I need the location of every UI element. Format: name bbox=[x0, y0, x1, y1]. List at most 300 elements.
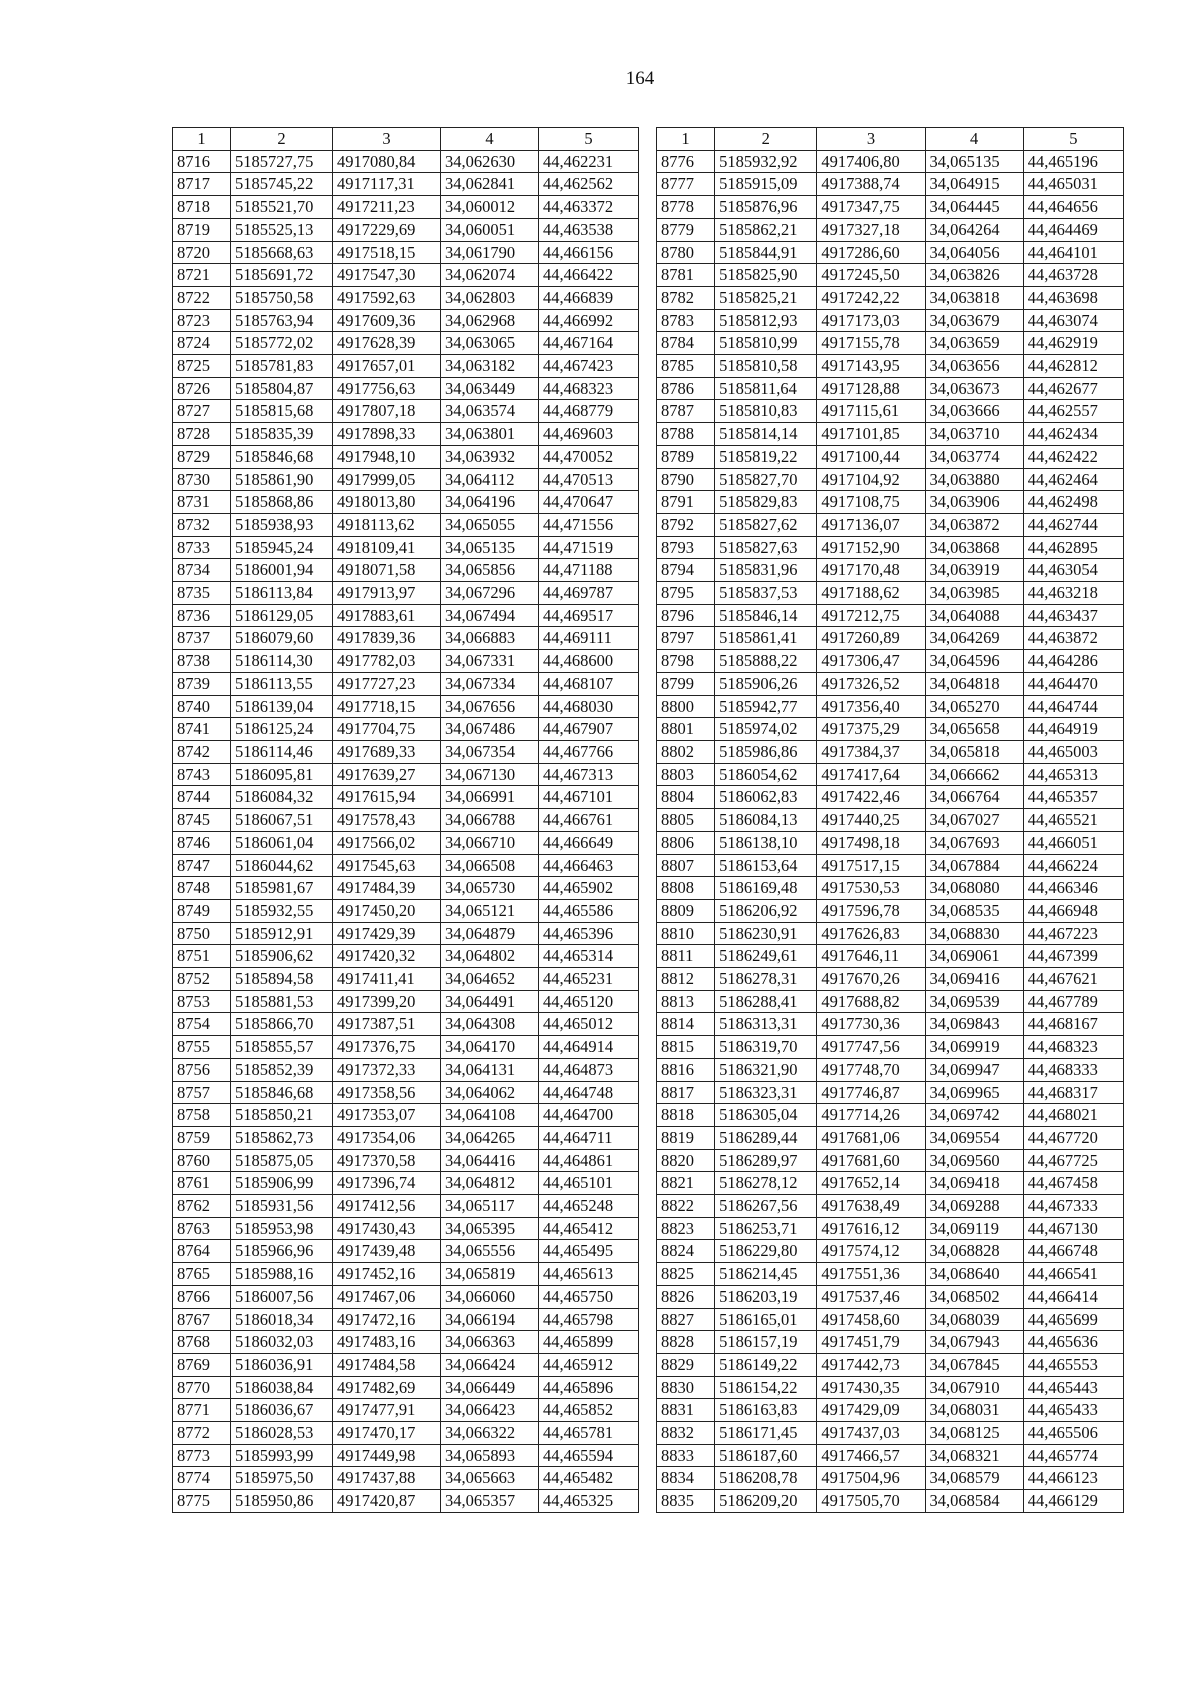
table-cell: 44,465613 bbox=[539, 1263, 639, 1286]
table-row bbox=[173, 1263, 639, 1286]
table-cell: 34,065121 bbox=[441, 899, 539, 922]
table-cell: 44,467621 bbox=[1023, 968, 1123, 991]
table-cell: 44,467101 bbox=[539, 786, 639, 809]
table-row bbox=[657, 1036, 1124, 1059]
table-cell: 4917117,31 bbox=[333, 173, 441, 196]
table-cell: 44,462422 bbox=[1023, 445, 1123, 468]
table-cell: 5186036,67 bbox=[231, 1399, 333, 1422]
table-header-row bbox=[173, 128, 639, 151]
table-row bbox=[173, 990, 639, 1013]
point-number-cell: 8832 bbox=[657, 1422, 715, 1445]
table-cell: 5186289,97 bbox=[715, 1149, 817, 1172]
table-cell: 34,064652 bbox=[441, 968, 539, 991]
point-number-cell: 8815 bbox=[657, 1036, 715, 1059]
table-cell: 5185835,39 bbox=[231, 423, 333, 446]
table-cell: 4917748,70 bbox=[817, 1058, 925, 1081]
table-cell: 5185881,53 bbox=[231, 990, 333, 1013]
table-cell: 44,463437 bbox=[1023, 604, 1123, 627]
point-number-cell: 8785 bbox=[657, 355, 715, 378]
table-cell: 5186187,60 bbox=[715, 1444, 817, 1467]
table-cell: 5185966,96 bbox=[231, 1240, 333, 1263]
table-cell: 34,063656 bbox=[925, 355, 1023, 378]
point-number-cell: 8770 bbox=[173, 1376, 231, 1399]
table-row bbox=[657, 400, 1124, 423]
point-number-cell: 8805 bbox=[657, 809, 715, 832]
point-number-cell: 8774 bbox=[173, 1467, 231, 1490]
point-number-cell: 8794 bbox=[657, 559, 715, 582]
table-row bbox=[657, 1013, 1124, 1036]
table-cell: 5186113,55 bbox=[231, 672, 333, 695]
table-cell: 5185974,02 bbox=[715, 718, 817, 741]
table-cell: 34,069061 bbox=[925, 945, 1023, 968]
table-header-row bbox=[657, 128, 1124, 151]
table-cell: 44,469517 bbox=[539, 604, 639, 627]
table-cell: 5186062,83 bbox=[715, 786, 817, 809]
table-cell: 44,468323 bbox=[1023, 1036, 1123, 1059]
point-number-cell: 8786 bbox=[657, 377, 715, 400]
table-cell: 5186313,31 bbox=[715, 1013, 817, 1036]
table-cell: 44,468317 bbox=[1023, 1081, 1123, 1104]
point-number-cell: 8783 bbox=[657, 309, 715, 332]
table-cell: 34,063574 bbox=[441, 400, 539, 423]
table-cell: 44,464748 bbox=[539, 1081, 639, 1104]
table-cell: 5185852,39 bbox=[231, 1058, 333, 1081]
table-cell: 44,465248 bbox=[539, 1195, 639, 1218]
table-cell: 44,465521 bbox=[1023, 809, 1123, 832]
table-row bbox=[173, 809, 639, 832]
table-cell: 5185815,68 bbox=[231, 400, 333, 423]
table-cell: 4917451,79 bbox=[817, 1331, 925, 1354]
point-number-cell: 8814 bbox=[657, 1013, 715, 1036]
table-cell: 44,465196 bbox=[1023, 150, 1123, 173]
table-cell: 34,066788 bbox=[441, 809, 539, 832]
table-cell: 4917429,09 bbox=[817, 1399, 925, 1422]
table-cell: 44,467423 bbox=[539, 355, 639, 378]
table-cell: 5186044,62 bbox=[231, 854, 333, 877]
table-cell: 5186249,61 bbox=[715, 945, 817, 968]
table-cell: 4917188,62 bbox=[817, 582, 925, 605]
table-cell: 34,067296 bbox=[441, 582, 539, 605]
table-cell: 34,067845 bbox=[925, 1353, 1023, 1376]
table-cell: 5185827,62 bbox=[715, 513, 817, 536]
table-cell: 4917470,17 bbox=[333, 1422, 441, 1445]
point-number-cell: 8733 bbox=[173, 536, 231, 559]
table-cell: 44,463538 bbox=[539, 218, 639, 241]
table-cell: 44,462464 bbox=[1023, 468, 1123, 491]
point-number-cell: 8764 bbox=[173, 1240, 231, 1263]
table-row bbox=[173, 309, 639, 332]
point-number-cell: 8726 bbox=[173, 377, 231, 400]
table-cell: 4917504,96 bbox=[817, 1467, 925, 1490]
table-cell: 44,466224 bbox=[1023, 854, 1123, 877]
table-row bbox=[173, 264, 639, 287]
table-cell: 4917596,78 bbox=[817, 899, 925, 922]
table-row bbox=[657, 831, 1124, 854]
table-cell: 5185745,22 bbox=[231, 173, 333, 196]
table-cell: 34,065270 bbox=[925, 695, 1023, 718]
table-cell: 44,468021 bbox=[1023, 1104, 1123, 1127]
table-cell: 44,463872 bbox=[1023, 627, 1123, 650]
table-cell: 44,466422 bbox=[539, 264, 639, 287]
point-number-cell: 8787 bbox=[657, 400, 715, 423]
table-cell: 4917108,75 bbox=[817, 491, 925, 514]
table-cell: 44,463218 bbox=[1023, 582, 1123, 605]
table-row bbox=[173, 1444, 639, 1467]
table-cell: 5186114,46 bbox=[231, 740, 333, 763]
point-number-cell: 8810 bbox=[657, 922, 715, 945]
table-cell: 44,470647 bbox=[539, 491, 639, 514]
table-cell: 5186084,13 bbox=[715, 809, 817, 832]
point-number-cell: 8721 bbox=[173, 264, 231, 287]
table-cell: 4917450,20 bbox=[333, 899, 441, 922]
table-cell: 4917609,36 bbox=[333, 309, 441, 332]
table-cell: 34,064056 bbox=[925, 241, 1023, 264]
table-cell: 34,061790 bbox=[441, 241, 539, 264]
point-number-cell: 8778 bbox=[657, 196, 715, 219]
table-cell: 34,068535 bbox=[925, 899, 1023, 922]
table-cell: 4917136,07 bbox=[817, 513, 925, 536]
table-cell: 34,065663 bbox=[441, 1467, 539, 1490]
table-cell: 44,465852 bbox=[539, 1399, 639, 1422]
table-row bbox=[173, 468, 639, 491]
table-cell: 4917115,61 bbox=[817, 400, 925, 423]
table-row bbox=[657, 740, 1124, 763]
table-cell: 5185804,87 bbox=[231, 377, 333, 400]
table-row bbox=[657, 332, 1124, 355]
column-header: 5 bbox=[1023, 128, 1123, 151]
point-number-cell: 8723 bbox=[173, 309, 231, 332]
point-number-cell: 8765 bbox=[173, 1263, 231, 1286]
table-cell: 44,466541 bbox=[1023, 1263, 1123, 1286]
table-cell: 4918071,58 bbox=[333, 559, 441, 582]
point-number-cell: 8769 bbox=[173, 1353, 231, 1376]
table-cell: 4917467,06 bbox=[333, 1285, 441, 1308]
table-cell: 5185861,90 bbox=[231, 468, 333, 491]
table-cell: 44,464861 bbox=[539, 1149, 639, 1172]
point-number-cell: 8716 bbox=[173, 150, 231, 173]
table-cell: 44,469787 bbox=[539, 582, 639, 605]
point-number-cell: 8816 bbox=[657, 1058, 715, 1081]
table-cell: 5185861,41 bbox=[715, 627, 817, 650]
table-cell: 44,467399 bbox=[1023, 945, 1123, 968]
table-cell: 44,464700 bbox=[539, 1104, 639, 1127]
table-cell: 34,065055 bbox=[441, 513, 539, 536]
table-cell: 5186114,30 bbox=[231, 650, 333, 673]
table-cell: 44,466051 bbox=[1023, 831, 1123, 854]
point-number-cell: 8749 bbox=[173, 899, 231, 922]
table-row bbox=[173, 377, 639, 400]
point-number-cell: 8743 bbox=[173, 763, 231, 786]
table-row bbox=[173, 491, 639, 514]
table-cell: 44,465482 bbox=[539, 1467, 639, 1490]
table-row bbox=[657, 1240, 1124, 1263]
table-cell: 4917615,94 bbox=[333, 786, 441, 809]
table-cell: 34,062841 bbox=[441, 173, 539, 196]
table-cell: 44,463698 bbox=[1023, 286, 1123, 309]
table-row bbox=[657, 173, 1124, 196]
table-cell: 5186230,91 bbox=[715, 922, 817, 945]
table-cell: 34,064265 bbox=[441, 1126, 539, 1149]
table-cell: 5186163,83 bbox=[715, 1399, 817, 1422]
table-cell: 44,466992 bbox=[539, 309, 639, 332]
table-cell: 34,068031 bbox=[925, 1399, 1023, 1422]
table-cell: 34,068502 bbox=[925, 1285, 1023, 1308]
table-cell: 44,465313 bbox=[1023, 763, 1123, 786]
table-cell: 4917718,15 bbox=[333, 695, 441, 718]
table-cell: 44,462812 bbox=[1023, 355, 1123, 378]
point-number-cell: 8759 bbox=[173, 1126, 231, 1149]
table-cell: 5185945,24 bbox=[231, 536, 333, 559]
table-row bbox=[657, 786, 1124, 809]
table-cell: 34,063449 bbox=[441, 377, 539, 400]
table-cell: 44,462677 bbox=[1023, 377, 1123, 400]
table-row bbox=[173, 1490, 639, 1513]
table-row bbox=[657, 286, 1124, 309]
table-cell: 4917704,75 bbox=[333, 718, 441, 741]
table-cell: 4917173,03 bbox=[817, 309, 925, 332]
table-cell: 34,065893 bbox=[441, 1444, 539, 1467]
table-cell: 34,067884 bbox=[925, 854, 1023, 877]
table-row bbox=[173, 445, 639, 468]
table-row bbox=[173, 831, 639, 854]
table-cell: 5185993,99 bbox=[231, 1444, 333, 1467]
column-header: 1 bbox=[657, 128, 715, 151]
table-cell: 4917411,41 bbox=[333, 968, 441, 991]
point-number-cell: 8754 bbox=[173, 1013, 231, 1036]
table-cell: 34,060012 bbox=[441, 196, 539, 219]
table-cell: 5186084,32 bbox=[231, 786, 333, 809]
table-cell: 44,463728 bbox=[1023, 264, 1123, 287]
table-cell: 34,067494 bbox=[441, 604, 539, 627]
table-cell: 34,062630 bbox=[441, 150, 539, 173]
table-cell: 5186032,03 bbox=[231, 1331, 333, 1354]
table-row bbox=[657, 672, 1124, 695]
table-cell: 4917883,61 bbox=[333, 604, 441, 627]
point-number-cell: 8730 bbox=[173, 468, 231, 491]
table-cell: 34,065556 bbox=[441, 1240, 539, 1263]
table-cell: 4917518,15 bbox=[333, 241, 441, 264]
table-cell: 4917747,56 bbox=[817, 1036, 925, 1059]
table-row bbox=[173, 922, 639, 945]
table-cell: 34,065135 bbox=[925, 150, 1023, 173]
table-cell: 4917639,27 bbox=[333, 763, 441, 786]
point-number-cell: 8755 bbox=[173, 1036, 231, 1059]
table-cell: 34,064802 bbox=[441, 945, 539, 968]
table-cell: 5185862,21 bbox=[715, 218, 817, 241]
table-row bbox=[657, 1104, 1124, 1127]
table-cell: 4917420,32 bbox=[333, 945, 441, 968]
table-row bbox=[173, 1013, 639, 1036]
table-cell: 4917306,47 bbox=[817, 650, 925, 673]
table-cell: 44,466414 bbox=[1023, 1285, 1123, 1308]
column-header: 2 bbox=[231, 128, 333, 151]
table-cell: 4917128,88 bbox=[817, 377, 925, 400]
table-row bbox=[657, 968, 1124, 991]
point-number-cell: 8808 bbox=[657, 877, 715, 900]
point-number-cell: 8745 bbox=[173, 809, 231, 832]
table-row bbox=[173, 241, 639, 264]
table-cell: 34,064879 bbox=[441, 922, 539, 945]
table-cell: 34,067331 bbox=[441, 650, 539, 673]
table-cell: 34,068579 bbox=[925, 1467, 1023, 1490]
point-number-cell: 8718 bbox=[173, 196, 231, 219]
table-cell: 4917646,11 bbox=[817, 945, 925, 968]
point-number-cell: 8813 bbox=[657, 990, 715, 1013]
table-cell: 44,467720 bbox=[1023, 1126, 1123, 1149]
table-cell: 34,066322 bbox=[441, 1422, 539, 1445]
point-number-cell: 8797 bbox=[657, 627, 715, 650]
table-cell: 34,069539 bbox=[925, 990, 1023, 1013]
point-number-cell: 8811 bbox=[657, 945, 715, 968]
table-cell: 5185829,83 bbox=[715, 491, 817, 514]
table-cell: 44,465774 bbox=[1023, 1444, 1123, 1467]
table-cell: 4917484,58 bbox=[333, 1353, 441, 1376]
table-cell: 34,065658 bbox=[925, 718, 1023, 741]
table-cell: 34,066424 bbox=[441, 1353, 539, 1376]
table-cell: 5185819,22 bbox=[715, 445, 817, 468]
table-cell: 5185981,67 bbox=[231, 877, 333, 900]
table-row bbox=[657, 1172, 1124, 1195]
table-row bbox=[173, 1353, 639, 1376]
point-number-cell: 8724 bbox=[173, 332, 231, 355]
table-cell: 34,063868 bbox=[925, 536, 1023, 559]
table-cell: 44,466649 bbox=[539, 831, 639, 854]
table-cell: 34,067027 bbox=[925, 809, 1023, 832]
table-cell: 5186209,20 bbox=[715, 1490, 817, 1513]
table-cell: 4917170,48 bbox=[817, 559, 925, 582]
point-number-cell: 8761 bbox=[173, 1172, 231, 1195]
table-cell: 34,063880 bbox=[925, 468, 1023, 491]
table-row bbox=[657, 582, 1124, 605]
table-cell: 44,465003 bbox=[1023, 740, 1123, 763]
table-cell: 44,465896 bbox=[539, 1376, 639, 1399]
table-cell: 5186206,92 bbox=[715, 899, 817, 922]
table-cell: 4917356,40 bbox=[817, 695, 925, 718]
point-number-cell: 8825 bbox=[657, 1263, 715, 1286]
point-number-cell: 8819 bbox=[657, 1126, 715, 1149]
table-cell: 4917578,43 bbox=[333, 809, 441, 832]
table-cell: 5186129,05 bbox=[231, 604, 333, 627]
table-cell: 34,065856 bbox=[441, 559, 539, 582]
table-cell: 5186319,70 bbox=[715, 1036, 817, 1059]
table-cell: 5185888,22 bbox=[715, 650, 817, 673]
table-cell: 34,067354 bbox=[441, 740, 539, 763]
table-cell: 4917212,75 bbox=[817, 604, 925, 627]
table-cell: 44,464744 bbox=[1023, 695, 1123, 718]
point-number-cell: 8746 bbox=[173, 831, 231, 854]
table-cell: 5185750,58 bbox=[231, 286, 333, 309]
table-cell: 34,064445 bbox=[925, 196, 1023, 219]
point-number-cell: 8729 bbox=[173, 445, 231, 468]
table-cell: 4917422,46 bbox=[817, 786, 925, 809]
point-number-cell: 8823 bbox=[657, 1217, 715, 1240]
table-cell: 44,465781 bbox=[539, 1422, 639, 1445]
point-number-cell: 8777 bbox=[657, 173, 715, 196]
table-cell: 34,064131 bbox=[441, 1058, 539, 1081]
table-row bbox=[657, 1490, 1124, 1513]
point-number-cell: 8735 bbox=[173, 582, 231, 605]
table-cell: 5185915,09 bbox=[715, 173, 817, 196]
point-number-cell: 8824 bbox=[657, 1240, 715, 1263]
table-cell: 34,062803 bbox=[441, 286, 539, 309]
table-cell: 5185827,63 bbox=[715, 536, 817, 559]
point-number-cell: 8809 bbox=[657, 899, 715, 922]
table-row bbox=[657, 355, 1124, 378]
table-cell: 44,465553 bbox=[1023, 1353, 1123, 1376]
table-cell: 4917746,87 bbox=[817, 1081, 925, 1104]
table-row bbox=[173, 218, 639, 241]
table-cell: 44,465031 bbox=[1023, 173, 1123, 196]
table-cell: 5186007,56 bbox=[231, 1285, 333, 1308]
table-cell: 44,465636 bbox=[1023, 1331, 1123, 1354]
table-cell: 4917440,25 bbox=[817, 809, 925, 832]
table-cell: 44,467789 bbox=[1023, 990, 1123, 1013]
table-cell: 34,064062 bbox=[441, 1081, 539, 1104]
table-cell: 44,464711 bbox=[539, 1126, 639, 1149]
table-cell: 34,064264 bbox=[925, 218, 1023, 241]
point-number-cell: 8826 bbox=[657, 1285, 715, 1308]
table-row bbox=[657, 513, 1124, 536]
table-cell: 4917437,88 bbox=[333, 1467, 441, 1490]
table-cell: 34,064088 bbox=[925, 604, 1023, 627]
table-cell: 5185811,64 bbox=[715, 377, 817, 400]
table-cell: 44,464919 bbox=[1023, 718, 1123, 741]
table-cell: 34,065818 bbox=[925, 740, 1023, 763]
table-cell: 34,063679 bbox=[925, 309, 1023, 332]
table-cell: 4917477,91 bbox=[333, 1399, 441, 1422]
table-cell: 5186079,60 bbox=[231, 627, 333, 650]
table-cell: 4917245,50 bbox=[817, 264, 925, 287]
table-cell: 44,465443 bbox=[1023, 1376, 1123, 1399]
point-number-cell: 8827 bbox=[657, 1308, 715, 1331]
table-cell: 4917452,16 bbox=[333, 1263, 441, 1286]
point-number-cell: 8829 bbox=[657, 1353, 715, 1376]
table-cell: 34,064269 bbox=[925, 627, 1023, 650]
table-cell: 44,471519 bbox=[539, 536, 639, 559]
table-row bbox=[657, 604, 1124, 627]
table-cell: 4917530,53 bbox=[817, 877, 925, 900]
point-number-cell: 8736 bbox=[173, 604, 231, 627]
table-cell: 4917537,46 bbox=[817, 1285, 925, 1308]
table-cell: 34,069843 bbox=[925, 1013, 1023, 1036]
table-cell: 44,467725 bbox=[1023, 1149, 1123, 1172]
table-cell: 5186095,81 bbox=[231, 763, 333, 786]
point-number-cell: 8775 bbox=[173, 1490, 231, 1513]
table-cell: 34,064196 bbox=[441, 491, 539, 514]
table-cell: 34,063710 bbox=[925, 423, 1023, 446]
table-cell: 5186278,12 bbox=[715, 1172, 817, 1195]
table-row bbox=[173, 559, 639, 582]
point-number-cell: 8728 bbox=[173, 423, 231, 446]
table-cell: 34,064170 bbox=[441, 1036, 539, 1059]
table-cell: 4917376,75 bbox=[333, 1036, 441, 1059]
table-cell: 34,066764 bbox=[925, 786, 1023, 809]
table-row bbox=[173, 173, 639, 196]
point-number-cell: 8747 bbox=[173, 854, 231, 877]
point-number-cell: 8828 bbox=[657, 1331, 715, 1354]
point-number-cell: 8835 bbox=[657, 1490, 715, 1513]
table-row bbox=[173, 968, 639, 991]
table-cell: 34,066060 bbox=[441, 1285, 539, 1308]
table-cell: 5185875,05 bbox=[231, 1149, 333, 1172]
table-cell: 4917626,83 bbox=[817, 922, 925, 945]
point-number-cell: 8773 bbox=[173, 1444, 231, 1467]
table-cell: 34,069947 bbox=[925, 1058, 1023, 1081]
table-cell: 34,064108 bbox=[441, 1104, 539, 1127]
point-number-cell: 8807 bbox=[657, 854, 715, 877]
table-cell: 5186203,19 bbox=[715, 1285, 817, 1308]
table-cell: 4917482,69 bbox=[333, 1376, 441, 1399]
